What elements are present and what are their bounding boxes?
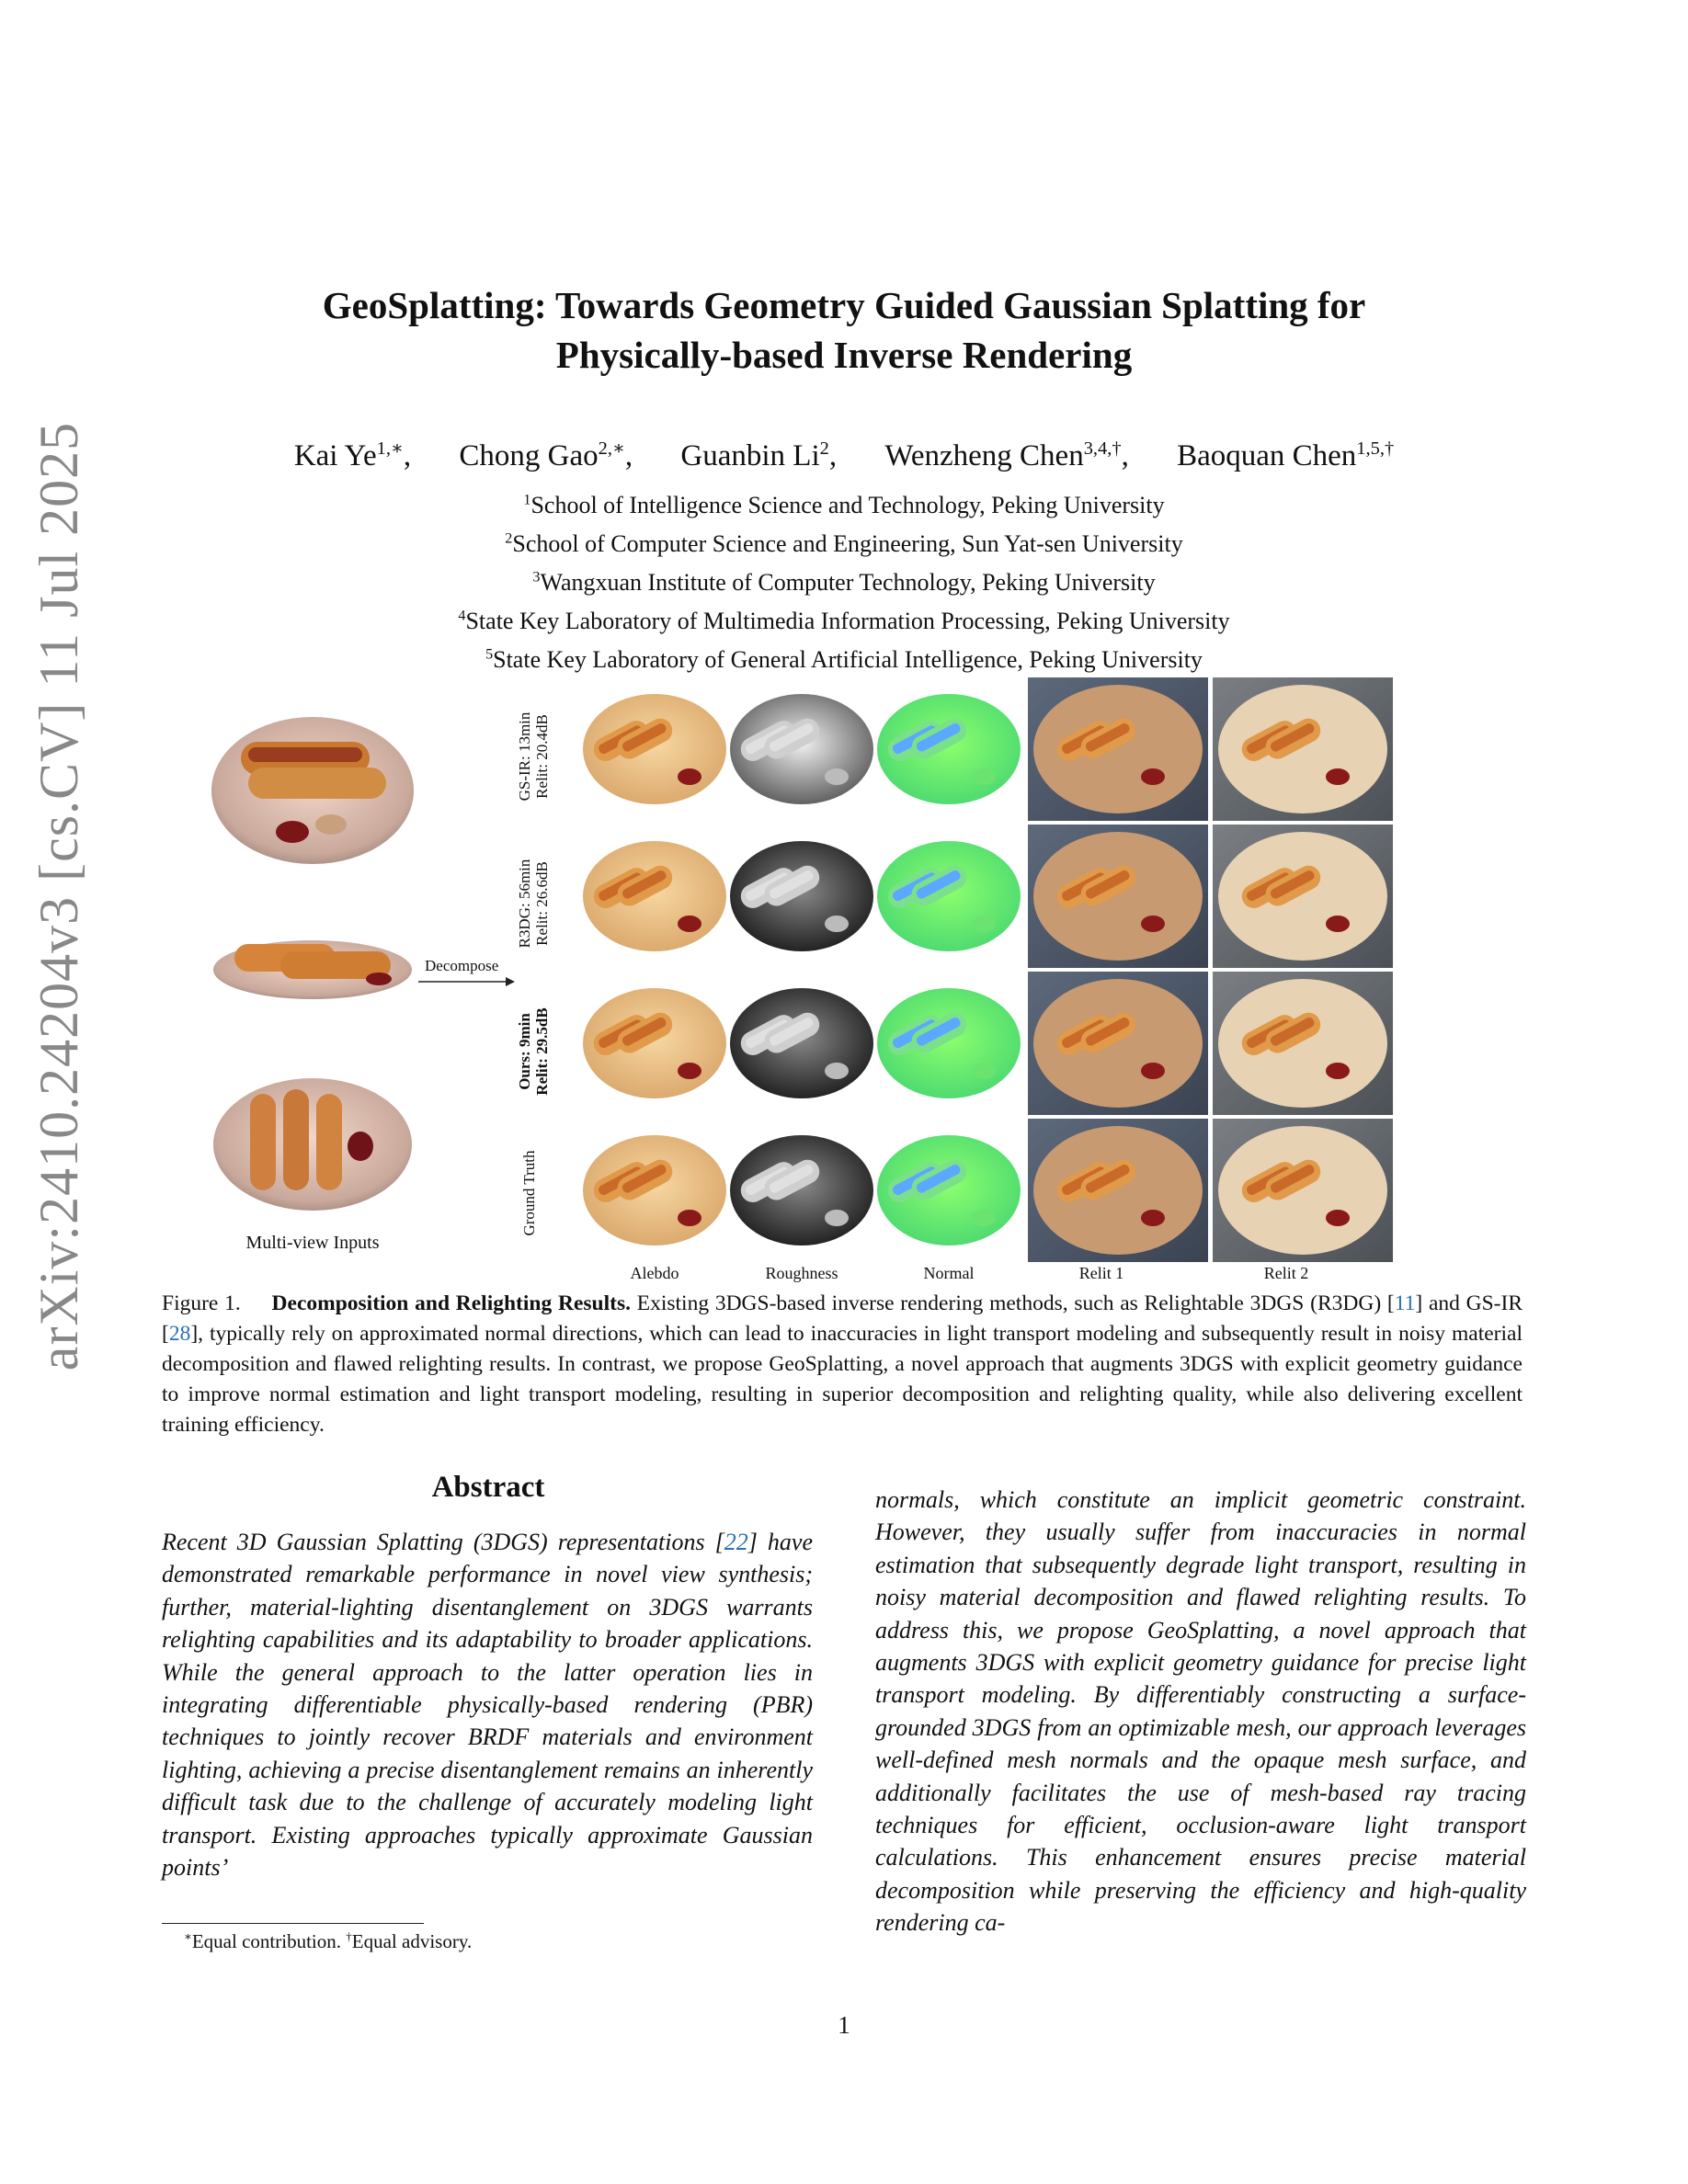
input-view-3 — [213, 1078, 412, 1211]
abstract-heading: Abstract — [431, 1471, 545, 1504]
result-cell-roughness — [730, 694, 873, 804]
arxiv-stamp: arXiv:2410.24204v3 [cs.CV] 11 Jul 2025 — [29, 421, 89, 1371]
affiliation: $^2$School of Computer Science and Engineering, Sun Yat-sen University — [505, 530, 1183, 557]
result-cell-relit-2 — [1213, 972, 1393, 1115]
citation-link[interactable]: 28 — [168, 1322, 191, 1346]
result-cell-albedo — [583, 841, 726, 951]
abstract-right-column: normals, which constitute an implicit geometric constraint. However, they usually suffer from inaccuracies in normal estimation that subsequently degrade light transport, resulting in noisy material decomposition and flawed relighting results. To address this, we propose GeoSplatting, a novel approach that augments 3DGS with explicit geometry guidance for precise light transport modeling. By differentiably constructing a surface-grounded 3DGS from an optimizable mesh, our approach leverages well-defined mesh normals and the opaque mesh surface, and additionally facilitates the use of mesh-based ray tracing techniques for efficient, occlusion-aware light transport calculations. This enhancement ensures precise material decomposition while preserving the efficiency and high-quality rendering ca- — [875, 1486, 1526, 1937]
author: Guanbin Li$^2$, — [680, 438, 838, 472]
row-label-r3dg: R3DG: 56min Relit: 26.6dB — [516, 859, 551, 949]
author: Baoquan Chen$^{1,5,\dagger}$ — [1177, 438, 1395, 472]
col-label-albedo: Alebdo — [630, 1264, 679, 1282]
row-label-ground-truth: Ground Truth — [520, 1150, 538, 1236]
result-cell-relit-1 — [1028, 972, 1208, 1115]
footnote: ∗Equal contribution. †Equal advisory. — [184, 1929, 473, 1952]
result-cell-relit-2 — [1213, 677, 1393, 821]
result-cell-normal — [877, 694, 1021, 804]
affiliation: $^3$Wangxuan Institute of Computer Technology, Peking University — [532, 569, 1156, 596]
row-label-ours: Ours: 9min Relit: 29.5dB — [516, 1007, 551, 1096]
author: Kai $Ye^{1,∗}$, — [293, 438, 412, 472]
input-view-1 — [211, 717, 414, 864]
footnote-rule — [162, 1923, 424, 1924]
result-cell-relit-2 — [1213, 825, 1393, 968]
affiliation: $^4$State Key Laboratory of Multimedia Information Processing, Peking University — [458, 608, 1230, 634]
result-cell-relit-1 — [1028, 825, 1208, 968]
result-cell-normal — [877, 841, 1021, 951]
result-cell-relit-1 — [1028, 677, 1208, 821]
result-cell-normal — [877, 1135, 1021, 1246]
paper-title — [0, 280, 1688, 380]
col-label-relit-1: Relit 1 — [1078, 1264, 1124, 1282]
citation-link[interactable]: 22 — [724, 1529, 748, 1555]
col-label-normal: Normal — [923, 1264, 975, 1282]
col-label-roughness: Roughness — [765, 1264, 838, 1282]
caption-title: Decomposition and Relighting Results. — [271, 1291, 631, 1315]
result-cell-albedo — [583, 1135, 726, 1246]
figure-graphic — [184, 676, 1499, 1291]
author-list — [0, 439, 1688, 473]
result-grid — [583, 677, 1393, 1262]
inputs-label: Multi-view Inputs — [245, 1233, 380, 1253]
title-line-2: Physically-based Inverse Rendering — [555, 334, 1133, 376]
row-label-gs-ir: GS-IR: 13min Relit: 20.4dB — [516, 711, 551, 802]
affiliation: $^1$School of Intelligence Science and Technology, Peking University — [523, 492, 1165, 518]
decompose-label: Decompose — [425, 957, 499, 974]
author: Wenzheng Chen$^{3,4,\dagger}$, — [884, 438, 1129, 472]
figure-1 — [184, 676, 1499, 1291]
result-cell-albedo — [583, 694, 726, 804]
abstract-left-column: Recent 3D Gaussian Splatting (3DGS) representations [22] have demonstrated remarkable performance in novel view synthesis; further, material-lighting disentanglement on 3DGS warrants relighting capabilities and its adaptability to broader applications. While the general approach to the latter operation lies in integrating differentiable physically-based rendering (PBR) techniques to jointly recover BRDF materials and environment lighting, achieving a precise disentanglement remains an inherently difficult task due to the challenge of accurately modeling light transport. Existing approaches typically approximate Gaussian points’ — [162, 1529, 813, 1882]
result-cell-normal — [877, 988, 1021, 1098]
result-cell-roughness — [730, 988, 873, 1098]
result-cell-albedo — [583, 988, 726, 1098]
col-label-relit-2: Relit 2 — [1263, 1264, 1309, 1282]
decompose-arrowhead — [506, 977, 515, 986]
input-view-2 — [213, 940, 412, 999]
page-number: 1 — [838, 2011, 850, 2039]
caption-label: Figure 1. — [162, 1291, 241, 1315]
affiliation: $^5$State Key Laboratory of General Artificial Intelligence, Peking University — [485, 646, 1203, 673]
author: Chong Gao$^{2,∗}$, — [459, 438, 633, 472]
result-cell-roughness — [730, 1135, 873, 1246]
figure-caption: Figure 1. Decomposition and Relighting Results. Existing 3DGS-based inverse rendering methods, such as Relightable 3DGS (R3DG) [11] and GS-IR [28], typically rely on approximated normal directions, which can lead to inaccuracies in light transport modeling and subsequently result in noisy material decomposition and flawed relighting results. In contrast, we propose GeoSplatting, a novel approach that augments 3DGS with explicit geometry guidance to improve normal estimation and light transport modeling, resulting in superior decomposition and relighting quality, while also delivering excellent training efficiency. — [162, 1291, 1523, 1437]
result-cell-relit-2 — [1213, 1119, 1393, 1262]
result-cell-roughness — [730, 841, 873, 951]
title-line-1: GeoSplatting: Towards Geometry Guided Gaussian Splatting for — [322, 284, 1366, 326]
citation-link[interactable]: 11 — [1394, 1291, 1416, 1315]
result-cell-relit-1 — [1028, 1119, 1208, 1262]
